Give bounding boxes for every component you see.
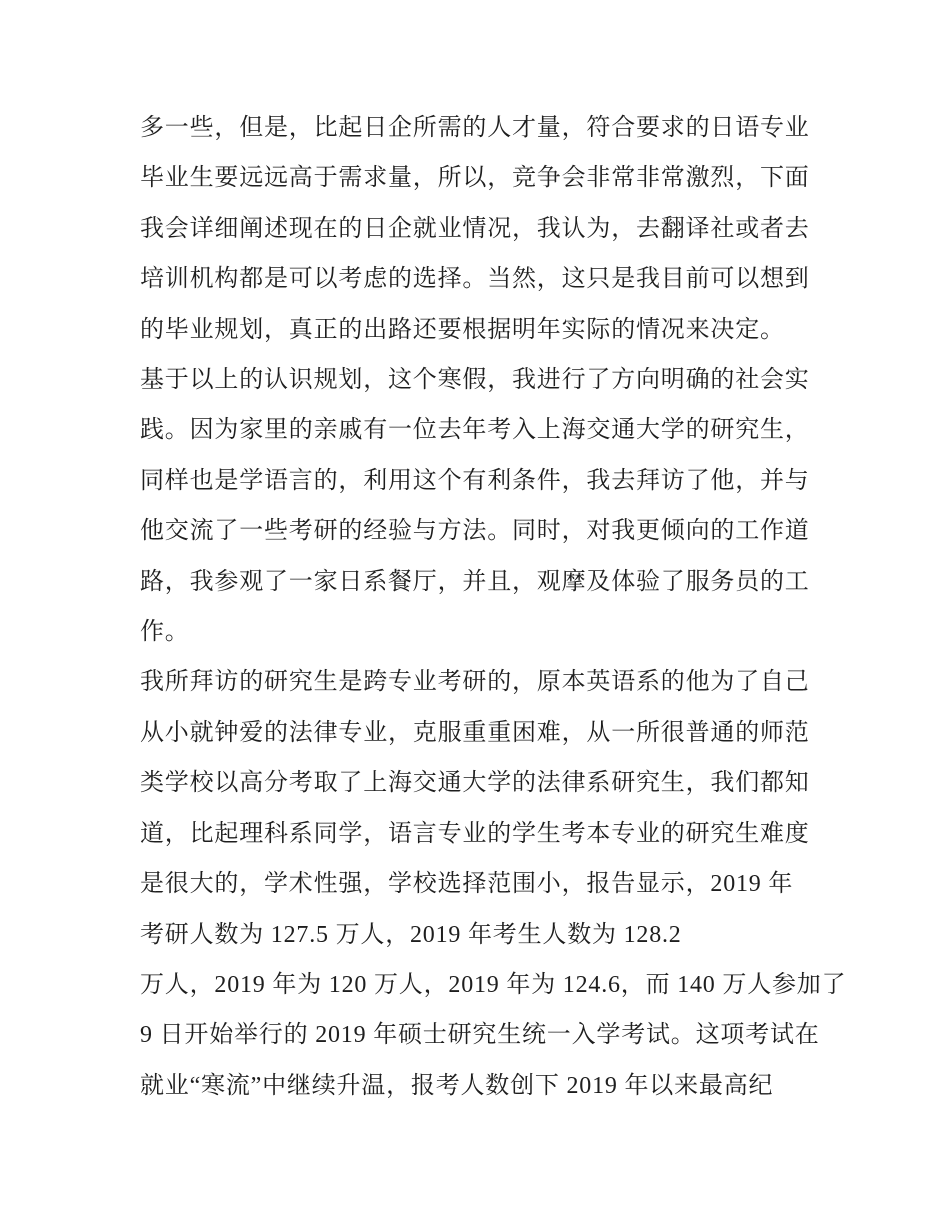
text-line: 作。 (140, 619, 190, 646)
text-line: 万人，2019 年为 120 万人，2019 年为 124.6，而 140 万人参加了 (140, 971, 847, 998)
text-line: 我会详细阐述现在的日企就业情况，我认为，去翻译社或者去 (140, 215, 810, 242)
text-line: 道，比起理科系同学，语言专业的学生考本专业的研究生难度 (140, 820, 810, 847)
text-line: 他交流了一些考研的经验与方法。同时，对我更倾向的工作道 (140, 518, 810, 545)
text-line: 就业“寒流”中继续升温，报考人数创下 2019 年以来最高纪 (140, 1072, 774, 1099)
text-line: 基于以上的认识规划，这个寒假，我进行了方向明确的社会实 (140, 367, 810, 394)
text-line: 路，我参观了一家日系餐厅，并且，观摩及体验了服务员的工 (140, 568, 810, 595)
text-line: 毕业生要远远高于需求量，所以，竞争会非常非常激烈，下面 (140, 165, 810, 192)
text-block (140, 103, 847, 1111)
text-line: 的毕业规划，真正的出路还要根据明年实际的情况来决定。 (140, 316, 785, 343)
text-line: 类学校以高分考取了上海交通大学的法律系研究生，我们都知 (140, 770, 810, 797)
text-line: 同样也是学语言的，利用这个有利条件，我去拜访了他，并与 (140, 467, 810, 494)
text-line: 多一些，但是，比起日企所需的人才量，符合要求的日语专业 (140, 115, 810, 141)
text-line: 我所拜访的研究生是跨专业考研的，原本英语系的他为了自己 (140, 669, 810, 696)
text-line: 考研人数为 127.5 万人，2019 年考生人数为 128.2 (140, 921, 682, 948)
text-line: 是很大的，学术性强，学校选择范围小，报告显示，2019 年 (140, 871, 794, 898)
text-line: 9 日开始举行的 2019 年硕士研究生统一入学考试。这项考试在 (140, 1022, 820, 1049)
text-line: 培训机构都是可以考虑的选择。当然，这只是我目前可以想到 (140, 266, 810, 293)
text-line: 践。因为家里的亲戚有一位去年考入上海交通大学的研究生， (140, 417, 810, 444)
text-line: 从小就钟爱的法律专业，克服重重困难，从一所很普通的师范 (140, 719, 810, 746)
